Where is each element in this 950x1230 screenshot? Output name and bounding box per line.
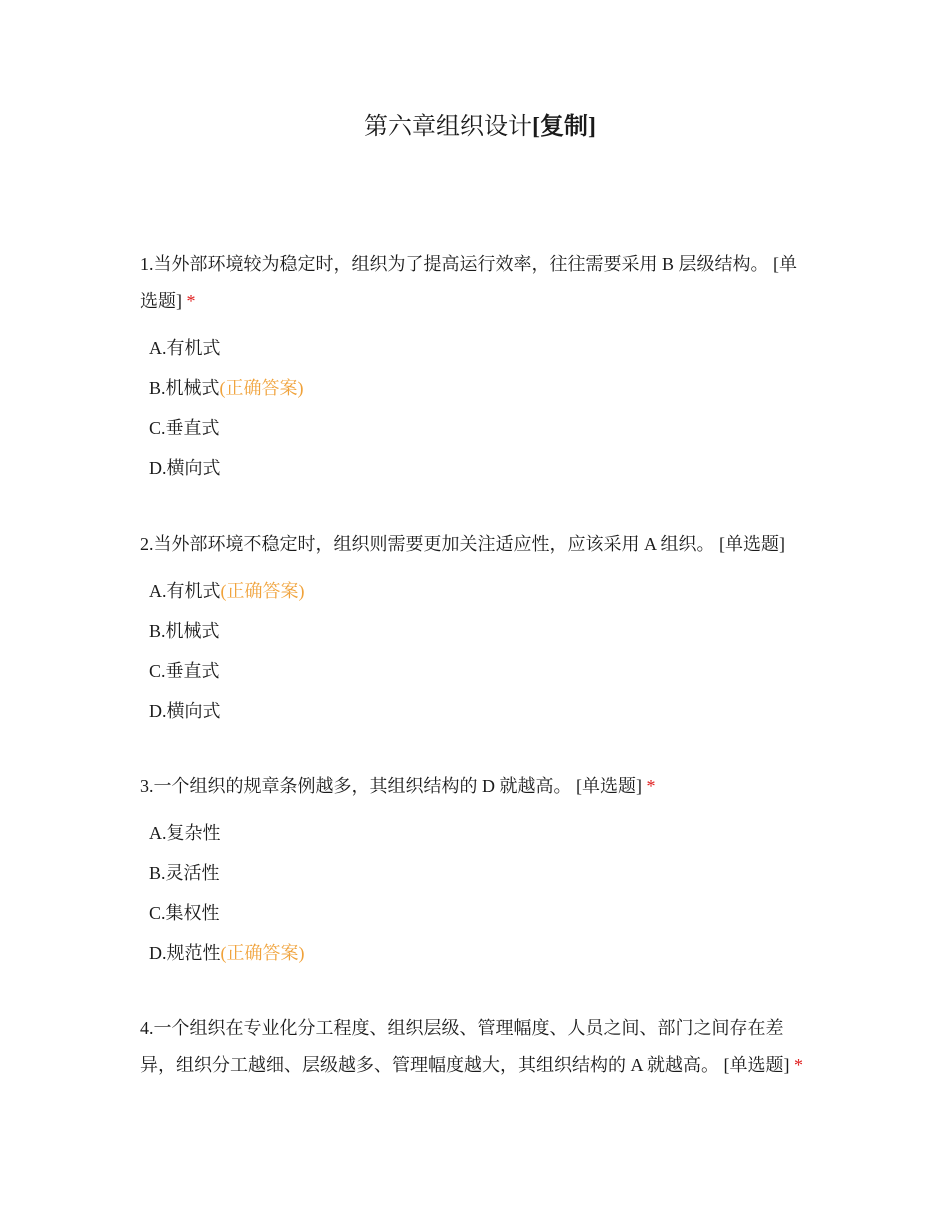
option-c[interactable] xyxy=(140,408,810,448)
required-marker: * xyxy=(794,1055,803,1075)
option-b[interactable] xyxy=(140,611,810,651)
question-4-text: 4.一个组织在专业化分工程度、组织层级、管理幅度、人员之间、部门之间存在差异，组织分工越细、层级越多、管理幅度越大，其组织结构的 A 就越高。 [单选题] xyxy=(140,1018,790,1075)
option-label: D.横向式 xyxy=(149,701,221,721)
option-label: D.规范性 xyxy=(149,943,221,963)
option-list xyxy=(140,813,810,973)
page-title xyxy=(0,110,950,144)
option-c[interactable] xyxy=(140,893,810,933)
option-label: C.集权性 xyxy=(149,903,220,923)
option-c[interactable] xyxy=(140,651,810,691)
title-text: 第六章组织设计 xyxy=(364,114,532,140)
question-4 xyxy=(140,1010,810,1084)
correct-answer-marker: (正确答案) xyxy=(219,378,304,398)
option-label: C.垂直式 xyxy=(149,661,220,681)
question-2 xyxy=(140,526,810,731)
question-text xyxy=(140,768,810,805)
correct-answer-marker: (正确答案) xyxy=(220,943,305,963)
question-text xyxy=(140,526,810,563)
option-d[interactable] xyxy=(140,933,810,973)
question-2-text: 2.当外部环境不稳定时，组织则需要更加关注适应性，应该采用 A 组织。 [单选题] xyxy=(140,534,785,554)
option-a[interactable] xyxy=(140,328,810,368)
required-marker: * xyxy=(186,291,196,311)
option-list xyxy=(140,571,810,731)
option-label: B.机械式 xyxy=(149,378,220,398)
option-list xyxy=(140,328,810,488)
option-label: A.复杂性 xyxy=(149,823,221,843)
option-b[interactable] xyxy=(140,853,810,893)
question-1 xyxy=(140,246,810,488)
question-3-text: 3.一个组织的规章条例越多，其组织结构的 D 就越高。 [单选题] xyxy=(140,776,642,796)
option-a[interactable] xyxy=(140,571,810,611)
question-text xyxy=(140,246,810,320)
option-b[interactable] xyxy=(140,368,810,408)
option-d[interactable] xyxy=(140,691,810,731)
option-label: A.有机式 xyxy=(149,581,221,601)
option-label: B.灵活性 xyxy=(149,863,220,883)
required-marker: * xyxy=(646,776,656,796)
correct-answer-marker: (正确答案) xyxy=(220,581,305,601)
option-a[interactable] xyxy=(140,813,810,853)
question-3 xyxy=(140,768,810,973)
option-label: B.机械式 xyxy=(149,621,220,641)
option-d[interactable] xyxy=(140,448,810,488)
title-copy-tag: [复制] xyxy=(532,114,596,140)
option-label: A.有机式 xyxy=(149,338,221,358)
option-label: C.垂直式 xyxy=(149,418,220,438)
question-text xyxy=(140,1010,810,1084)
question-1-text: 1.当外部环境较为稳定时，组织为了提高运行效率，往往需要采用 B 层级结构。 [单选题] xyxy=(140,254,797,311)
option-label: D.横向式 xyxy=(149,458,221,478)
